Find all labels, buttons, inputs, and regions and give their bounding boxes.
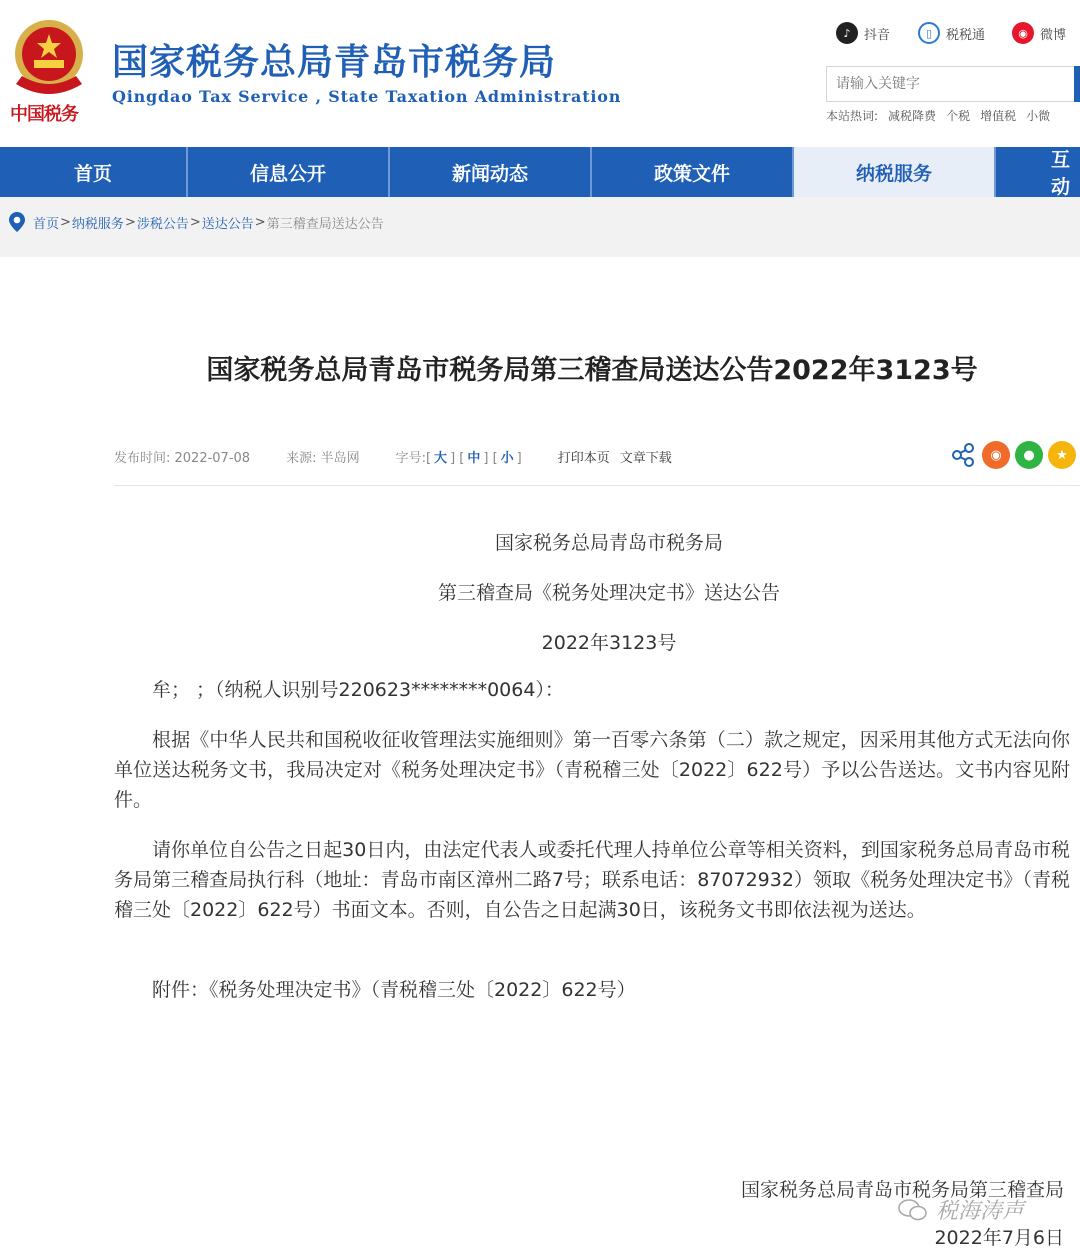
doc-heading-1: 国家税务总局青岛市税务局 <box>494 532 723 554</box>
national-emblem-icon <box>6 14 92 100</box>
nav-item-policy[interactable]: 政策文件 <box>592 147 794 197</box>
phone-icon: ▯ <box>918 22 940 44</box>
shuishuitong-link[interactable] <box>918 20 985 46</box>
site-subtitle: Qingdao Tax Service , State Taxation Administration <box>112 87 622 106</box>
breadcrumb-notices[interactable]: 涉税公告 <box>136 216 189 232</box>
doc-paragraph-2: 请你单位自公告之日起30日内，由法定代表人或委托代理人持单位公章等相关资料，到国家税务总局青岛市税务局第三稽查局执行科（地址：青岛市南区漳州二路7号；联系电话：87072932）领取《税务处理决定书》（青税稽三处〔2022〕622号）书面文本。否则，自公告之日起满30日，该税务文书即依法视为送达。 <box>114 839 1070 921</box>
doc-attachment: 附件：《税务处理决定书》（青税稽三处〔2022〕622号） <box>152 979 636 1001</box>
hotword-link[interactable]: 减税降费 <box>888 109 937 123</box>
search-box <box>826 66 1080 102</box>
article-tools <box>558 447 682 466</box>
breadcrumb-service[interactable]: 纳税服务 <box>71 216 124 232</box>
hotwords <box>826 107 1060 124</box>
doc-heading-2: 第三稽查局《税务处理决定书》送达公告 <box>437 582 780 604</box>
font-small-button[interactable]: 小 <box>500 451 514 466</box>
print-button[interactable]: 打印本页 <box>557 451 610 466</box>
doc-sign-date: 2022年7月6日 <box>934 1227 1064 1249</box>
douyin-link[interactable] <box>836 20 890 46</box>
share-bar <box>944 441 1076 469</box>
weibo-label: 微博 <box>1040 27 1067 43</box>
watermark-text: 税海涛声 <box>936 1199 1025 1224</box>
wechat-watermark-icon <box>898 1198 928 1222</box>
weibo-link[interactable] <box>1012 20 1066 46</box>
breadcrumb-home[interactable]: 首页 <box>33 216 60 232</box>
breadcrumb-delivery[interactable]: 送达公告 <box>201 216 254 232</box>
doc-signature: 国家税务总局青岛市税务局第三稽查局 <box>740 1179 1064 1201</box>
watermark <box>898 1194 1024 1225</box>
favorite-star-icon[interactable]: ★ <box>1048 441 1076 469</box>
breadcrumb-bar <box>0 197 1080 257</box>
nav-item-home[interactable]: 首页 <box>0 147 188 197</box>
download-button[interactable]: 文章下载 <box>619 451 672 466</box>
site-header <box>0 0 1080 147</box>
doc-paragraph-1: 根据《中华人民共和国税收征收管理法实施细则》第一百零六条第（二）款之规定，因采用其他方式无法向你单位送达税务文书，我局决定对《税务处理决定书》（青税稽三处〔2022〕622号）予以公告送达。文书内容见附件。 <box>114 729 1070 811</box>
nav-item-interact[interactable]: 互动 <box>1051 149 1071 197</box>
search-button[interactable] <box>1074 66 1080 102</box>
main-nav <box>0 147 1080 197</box>
weibo-share-icon[interactable]: ◉ <box>982 441 1010 469</box>
article-meta <box>114 447 682 466</box>
breadcrumb-current: 第三稽查局送达公告 <box>266 216 384 232</box>
publish-date: 发布时间: 2022-07-08 <box>114 451 251 466</box>
nav-item-news[interactable]: 新闻动态 <box>390 147 592 197</box>
shuishuitong-label: 税税通 <box>946 27 986 43</box>
font-large-button[interactable]: 大 <box>434 451 448 466</box>
meta-divider <box>114 485 1080 486</box>
font-medium-button[interactable]: 中 <box>467 451 481 466</box>
breadcrumb: 首页 > 纳税服务 > 涉税公告 > 送达公告 > 第三稽查局送达公告 <box>8 211 384 233</box>
location-pin-icon <box>8 211 26 233</box>
weibo-icon: ◉ <box>1012 22 1034 44</box>
article-title: 国家税务总局青岛市税务局第三稽查局送达公告2022年3123号 <box>206 355 978 386</box>
hotword-link[interactable]: 增值税 <box>980 109 1017 123</box>
doc-addressee: 牟； ；（纳税人识别号220623********0064）： <box>152 679 564 701</box>
hotword-link[interactable]: 小微 <box>1026 109 1051 123</box>
font-size-controls: 字号:[ 大 ] [ 中 ] [ 小 ] <box>395 451 522 466</box>
doc-heading-3: 2022年3123号 <box>541 632 677 654</box>
share-icon[interactable] <box>949 441 977 469</box>
article-source: 来源: 半岛网 <box>286 451 360 466</box>
nav-item-info[interactable]: 信息公开 <box>188 147 390 197</box>
site-title[interactable]: 国家税务总局青岛市税务局 <box>112 42 557 83</box>
douyin-label: 抖音 <box>864 27 891 43</box>
logo-script: 中国税务 <box>10 104 78 125</box>
douyin-icon: ♪ <box>836 22 858 44</box>
hotword-link[interactable]: 个税 <box>946 109 971 123</box>
hotwords-label: 本站热词: <box>826 109 879 123</box>
wechat-share-icon[interactable]: ● <box>1015 441 1043 469</box>
search-input[interactable] <box>827 67 1080 101</box>
nav-item-service[interactable]: 纳税服务 <box>794 147 996 197</box>
font-size-label: 字号: <box>395 451 426 466</box>
